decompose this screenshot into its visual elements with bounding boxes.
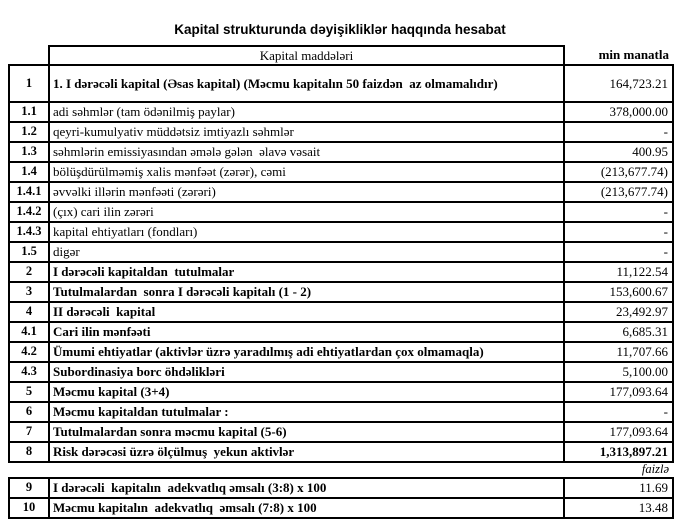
row-value: 177,093.64 (564, 382, 673, 402)
capital-structure-table (8, 45, 674, 519)
table-row (9, 422, 673, 442)
table-row (9, 302, 673, 322)
table-row (9, 162, 673, 182)
row-number: 1.4.3 (9, 222, 49, 242)
row-number: 6 (9, 402, 49, 422)
row-label: I dərəcəli kapitalın adekvatlıq əmsalı (3:8) x 100 (49, 478, 564, 498)
table-row (9, 122, 673, 142)
row-label: əvvəlki illərin mənfəəti (zərəri) (49, 182, 564, 202)
table-row (9, 342, 673, 362)
row-value: 23,492.97 (564, 302, 673, 322)
table-header-row (9, 46, 673, 65)
table-row (9, 222, 673, 242)
row-label: I dərəcəli kapitaldan tutulmalar (49, 262, 564, 282)
row-number: 3 (9, 282, 49, 302)
table-header-items: Kapital maddələri (49, 46, 564, 65)
row-value: 11,707.66 (564, 342, 673, 362)
table-row (9, 362, 673, 382)
row-label: bölüşdürülməmiş xalis mənfəət (zərər), cəmi (49, 162, 564, 182)
row-label: Məcmu kapitaldan tutulmalar : (49, 402, 564, 422)
row-value: (213,677.74) (564, 182, 673, 202)
row-number: 10 (9, 498, 49, 518)
table-row (9, 402, 673, 422)
row-number: 4 (9, 302, 49, 322)
row-number: 4.1 (9, 322, 49, 342)
row-value: 164,723.21 (564, 65, 673, 102)
table-row (9, 65, 673, 102)
row-value: 11.69 (564, 478, 673, 498)
row-label: 1. I dərəcəli kapital (Əsas kapital) (Məcmu kapitalın 50 faizdən az olmamalıdır) (49, 65, 564, 102)
row-value: 378,000.00 (564, 102, 673, 122)
row-value: 1,313,897.21 (564, 442, 673, 462)
row-value: 6,685.31 (564, 322, 673, 342)
table-header-unit: min manatla (564, 46, 673, 65)
row-value: (213,677.74) (564, 162, 673, 182)
row-number: 1.1 (9, 102, 49, 122)
row-label: Risk dərəcəsi üzrə ölçülmuş yekun aktivlər (49, 442, 564, 462)
row-label: kapital ehtiyatları (fondları) (49, 222, 564, 242)
row-number: 1.3 (9, 142, 49, 162)
table-row (9, 442, 673, 462)
row-number: 1.4.2 (9, 202, 49, 222)
table-row (9, 382, 673, 402)
table-row (9, 142, 673, 162)
row-value: 13.48 (564, 498, 673, 518)
row-label: Məcmu kapital (3+4) (49, 382, 564, 402)
row-label: Tutulmalardan sonra I dərəcəli kapitalı (1 - 2) (49, 282, 564, 302)
row-label: adi səhmlər (tam ödənilmiş paylar) (49, 102, 564, 122)
row-label: səhmlərin emissiyasından əmələ gələn əlavə vəsait (49, 142, 564, 162)
row-value: 177,093.64 (564, 422, 673, 442)
row-number: 5 (9, 382, 49, 402)
header-spacer-cell (9, 46, 49, 65)
row-number: 8 (9, 442, 49, 462)
row-value: - (564, 242, 673, 262)
row-number: 1.4 (9, 162, 49, 182)
row-label: qeyri-kumulyativ müddətsiz imtiyazlı səhmlər (49, 122, 564, 142)
table-row (9, 498, 673, 518)
table-row (9, 478, 673, 498)
row-number: 9 (9, 478, 49, 498)
percent-unit-label: faizlə (641, 462, 669, 477)
row-number: 1.4.1 (9, 182, 49, 202)
row-value: - (564, 122, 673, 142)
row-label: II dərəcəli kapital (49, 302, 564, 322)
row-number: 1.2 (9, 122, 49, 142)
row-number: 2 (9, 262, 49, 282)
table-row (9, 322, 673, 342)
row-label: digər (49, 242, 564, 262)
table-row (9, 262, 673, 282)
table-row (9, 282, 673, 302)
row-label: Tutulmalardan sonra məcmu kapital (5-6) (49, 422, 564, 442)
row-value: - (564, 222, 673, 242)
row-label: Cari ilin mənfəəti (49, 322, 564, 342)
row-value: - (564, 402, 673, 422)
row-label: Subordinasiya borc öhdəlikləri (49, 362, 564, 382)
row-value: 5,100.00 (564, 362, 673, 382)
page-title: Kapital strukturunda dəyişikliklər haqqında hesabat (174, 22, 506, 37)
row-value: 11,122.54 (564, 262, 673, 282)
table-row (9, 242, 673, 262)
row-label: Ümumi ehtiyatlar (aktivlər üzrə yaradılmış adi ehtiyatlardan çox olmamaqla) (49, 342, 564, 362)
row-number: 4.2 (9, 342, 49, 362)
row-number: 1.5 (9, 242, 49, 262)
table-row (9, 202, 673, 222)
table-row (9, 182, 673, 202)
row-value: 400.95 (564, 142, 673, 162)
row-label: Məcmu kapitalın adekvatlıq əmsalı (7:8) x 100 (49, 498, 564, 518)
row-number: 4.3 (9, 362, 49, 382)
percent-unit-row (9, 462, 673, 478)
row-value: 153,600.67 (564, 282, 673, 302)
table-row (9, 102, 673, 122)
row-number: 7 (9, 422, 49, 442)
row-label: (çıx) cari ilin zərəri (49, 202, 564, 222)
row-value: - (564, 202, 673, 222)
row-number: 1 (9, 65, 49, 102)
